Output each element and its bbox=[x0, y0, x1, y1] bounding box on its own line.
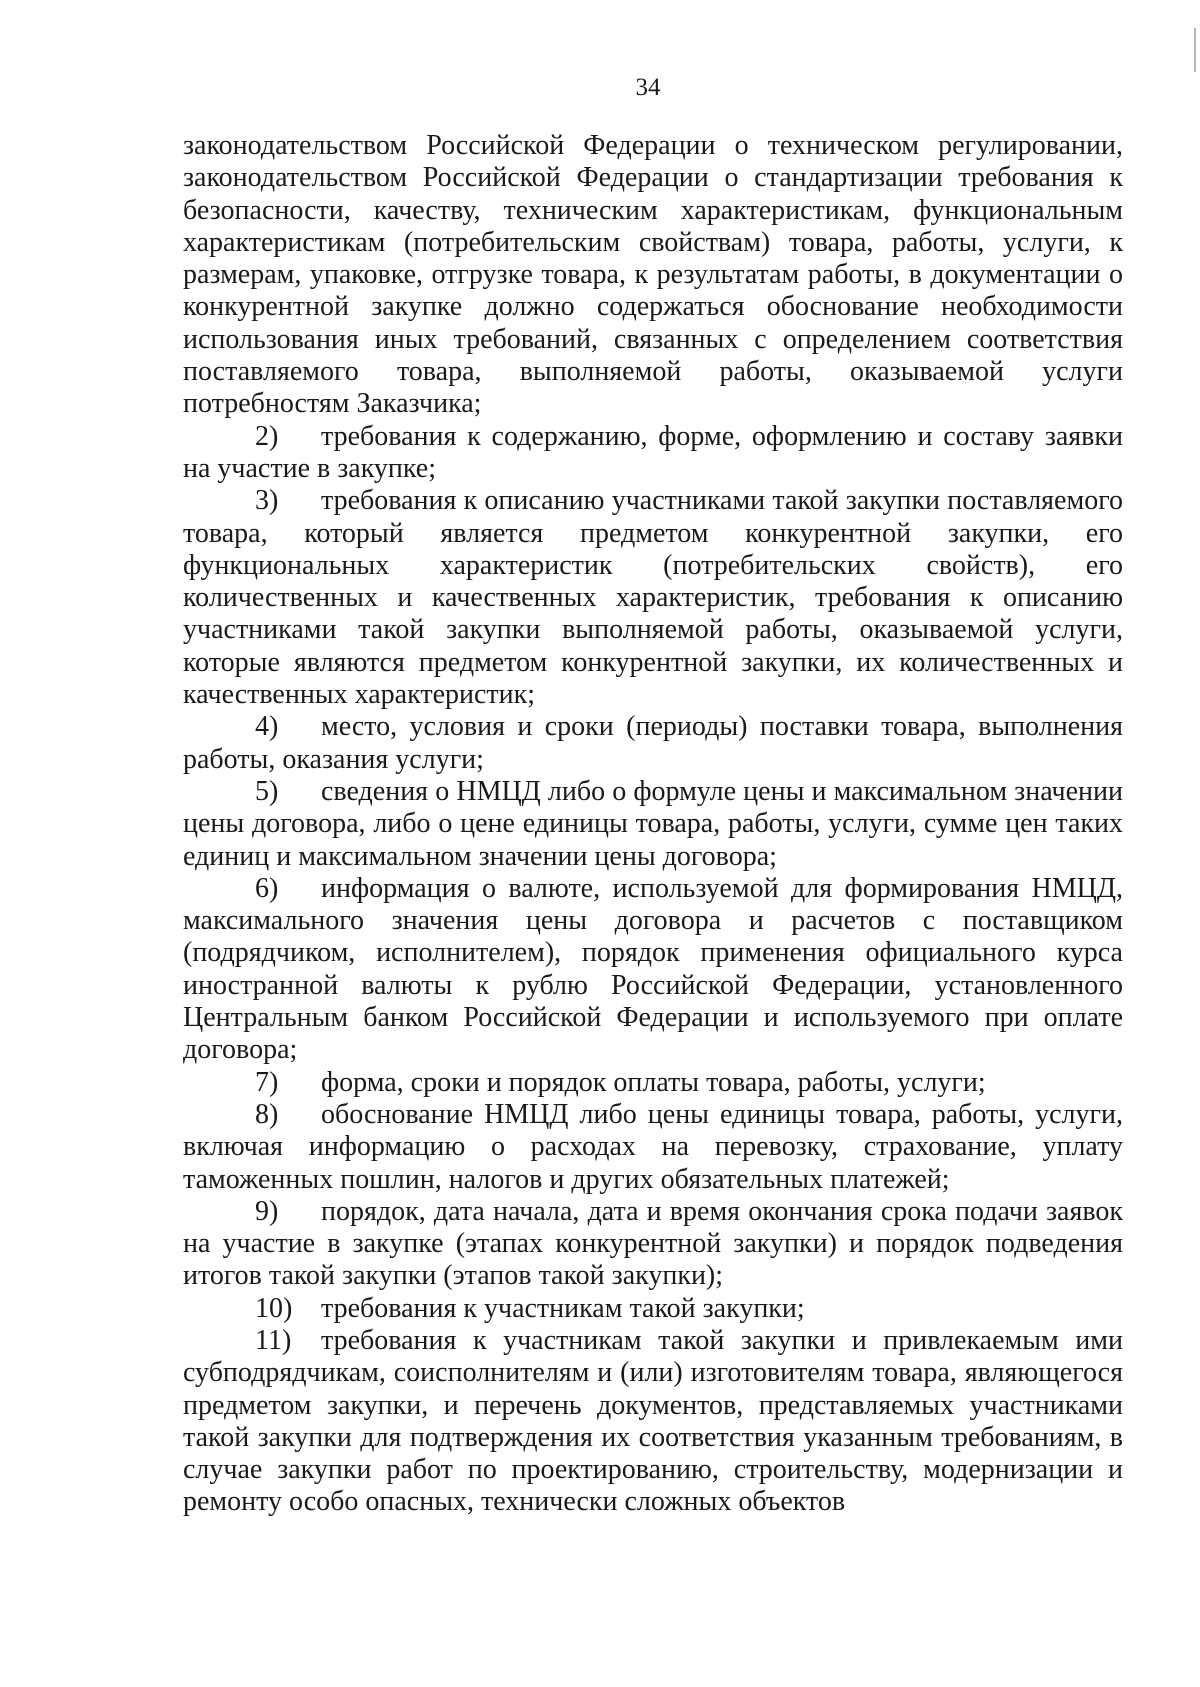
list-item-7 bbox=[183, 1067, 1123, 1099]
list-item-2 bbox=[183, 421, 1123, 486]
list-item-number: 7) bbox=[255, 1066, 279, 1098]
list-item-text: информация о валюте, используемой для формирования НМЦД, максимального значения цены договора и расчетов с поставщиком (подрядчиком, исполнителем), порядок применения официального курса иностранной валюты к рублю Российской Федерации, установленного Центральным банком Российской Федерации и используемого при оплате договора; bbox=[183, 872, 1123, 1066]
list-item-number: 8) bbox=[255, 1098, 279, 1130]
list-item-text: место, условия и сроки (периоды) поставки товара, выполнения работы, оказания услуги; bbox=[183, 711, 1123, 775]
list-item-number: 4) bbox=[255, 711, 279, 743]
list-item-8 bbox=[183, 1099, 1123, 1196]
list-item-text: порядок, дата начала, дата и время окончания срока подачи заявок на участие в закупке (этапах конкурентной закупки) и порядок подведения итогов такой закупки (этапов такой закупки); bbox=[183, 1195, 1123, 1292]
list-item-number: 6) bbox=[255, 872, 279, 904]
list-item-text: требования к участникам такой закупки и привлекаемым ими субподрядчикам, соисполнителям и (или) изготовителям товара, являющегося предметом закупки, и перечень документов, представляемых участниками такой закупки для подтверждения их соответствия указанным требованиям, в случае закупки работ по проектированию, строительству, модернизации и ремонту особо опасных, технически сложных объектов bbox=[183, 1324, 1123, 1518]
list-item-text: требования к содержанию, форме, оформлению и составу заявки на участие в закупке; bbox=[183, 420, 1123, 484]
list-item-number: 11) bbox=[255, 1324, 292, 1356]
list-item-text: требования к описанию участниками такой закупки поставляемого товара, который является предметом конкурентной закупки, его функциональных характеристик (потребительских свойств), его количественных и качественных характеристик, требования к описанию участниками такой закупки выполняемой работы, оказываемой услуги, которые являются предметом конкурентной закупки, их количественных и качественных характеристик; bbox=[183, 485, 1123, 711]
list-item-5 bbox=[183, 776, 1123, 873]
scan-edge-mark bbox=[1194, 28, 1196, 72]
list-item-10 bbox=[183, 1293, 1123, 1325]
list-item-6 bbox=[183, 873, 1123, 1067]
document-body bbox=[183, 130, 1123, 1519]
list-item-4 bbox=[183, 711, 1123, 776]
list-item-number: 2) bbox=[255, 420, 279, 452]
list-item-11 bbox=[183, 1325, 1123, 1519]
list-item-number: 5) bbox=[255, 775, 279, 807]
list-item-9 bbox=[183, 1196, 1123, 1293]
list-item-number: 3) bbox=[255, 485, 279, 517]
list-item-text: форма, сроки и порядок оплаты товара, работы, услуги; bbox=[321, 1066, 986, 1098]
list-item-text: обоснование НМЦД либо цены единицы товара, работы, услуги, включая информацию о расходах на перевозку, страхование, уплату таможенных пошлин, налогов и других обязательных платежей; bbox=[183, 1098, 1123, 1195]
list-item-number: 10) bbox=[255, 1292, 293, 1324]
list-item-text: требования к участникам такой закупки; bbox=[321, 1292, 805, 1324]
list-item-number: 9) bbox=[255, 1195, 279, 1227]
page-number: 34 bbox=[635, 74, 661, 101]
intro-paragraph: законодательством Российской Федерации о техническом регулировании, законодательством Российской Федерации о стандартизации требования к безопасности, качеству, техническим характеристикам, функциональным характеристикам (потребительским свойствам) товара, работы, услуги, к размерам, упаковке, отгрузке товара, к результатам работы, в документации о конкурентной закупке должно содержаться обоснование необходимости использования иных требований, связанных с определением соответствия поставляемого товара, выполняемой работы, оказываемой услуги потребностям Заказчика; bbox=[183, 130, 1123, 420]
list-item-text: сведения о НМЦД либо о формуле цены и максимальном значении цены договора, либо о цене единицы товара, работы, услуги, сумме цен таких единиц и максимальном значении цены договора; bbox=[183, 775, 1123, 872]
list-item-3 bbox=[183, 485, 1123, 711]
